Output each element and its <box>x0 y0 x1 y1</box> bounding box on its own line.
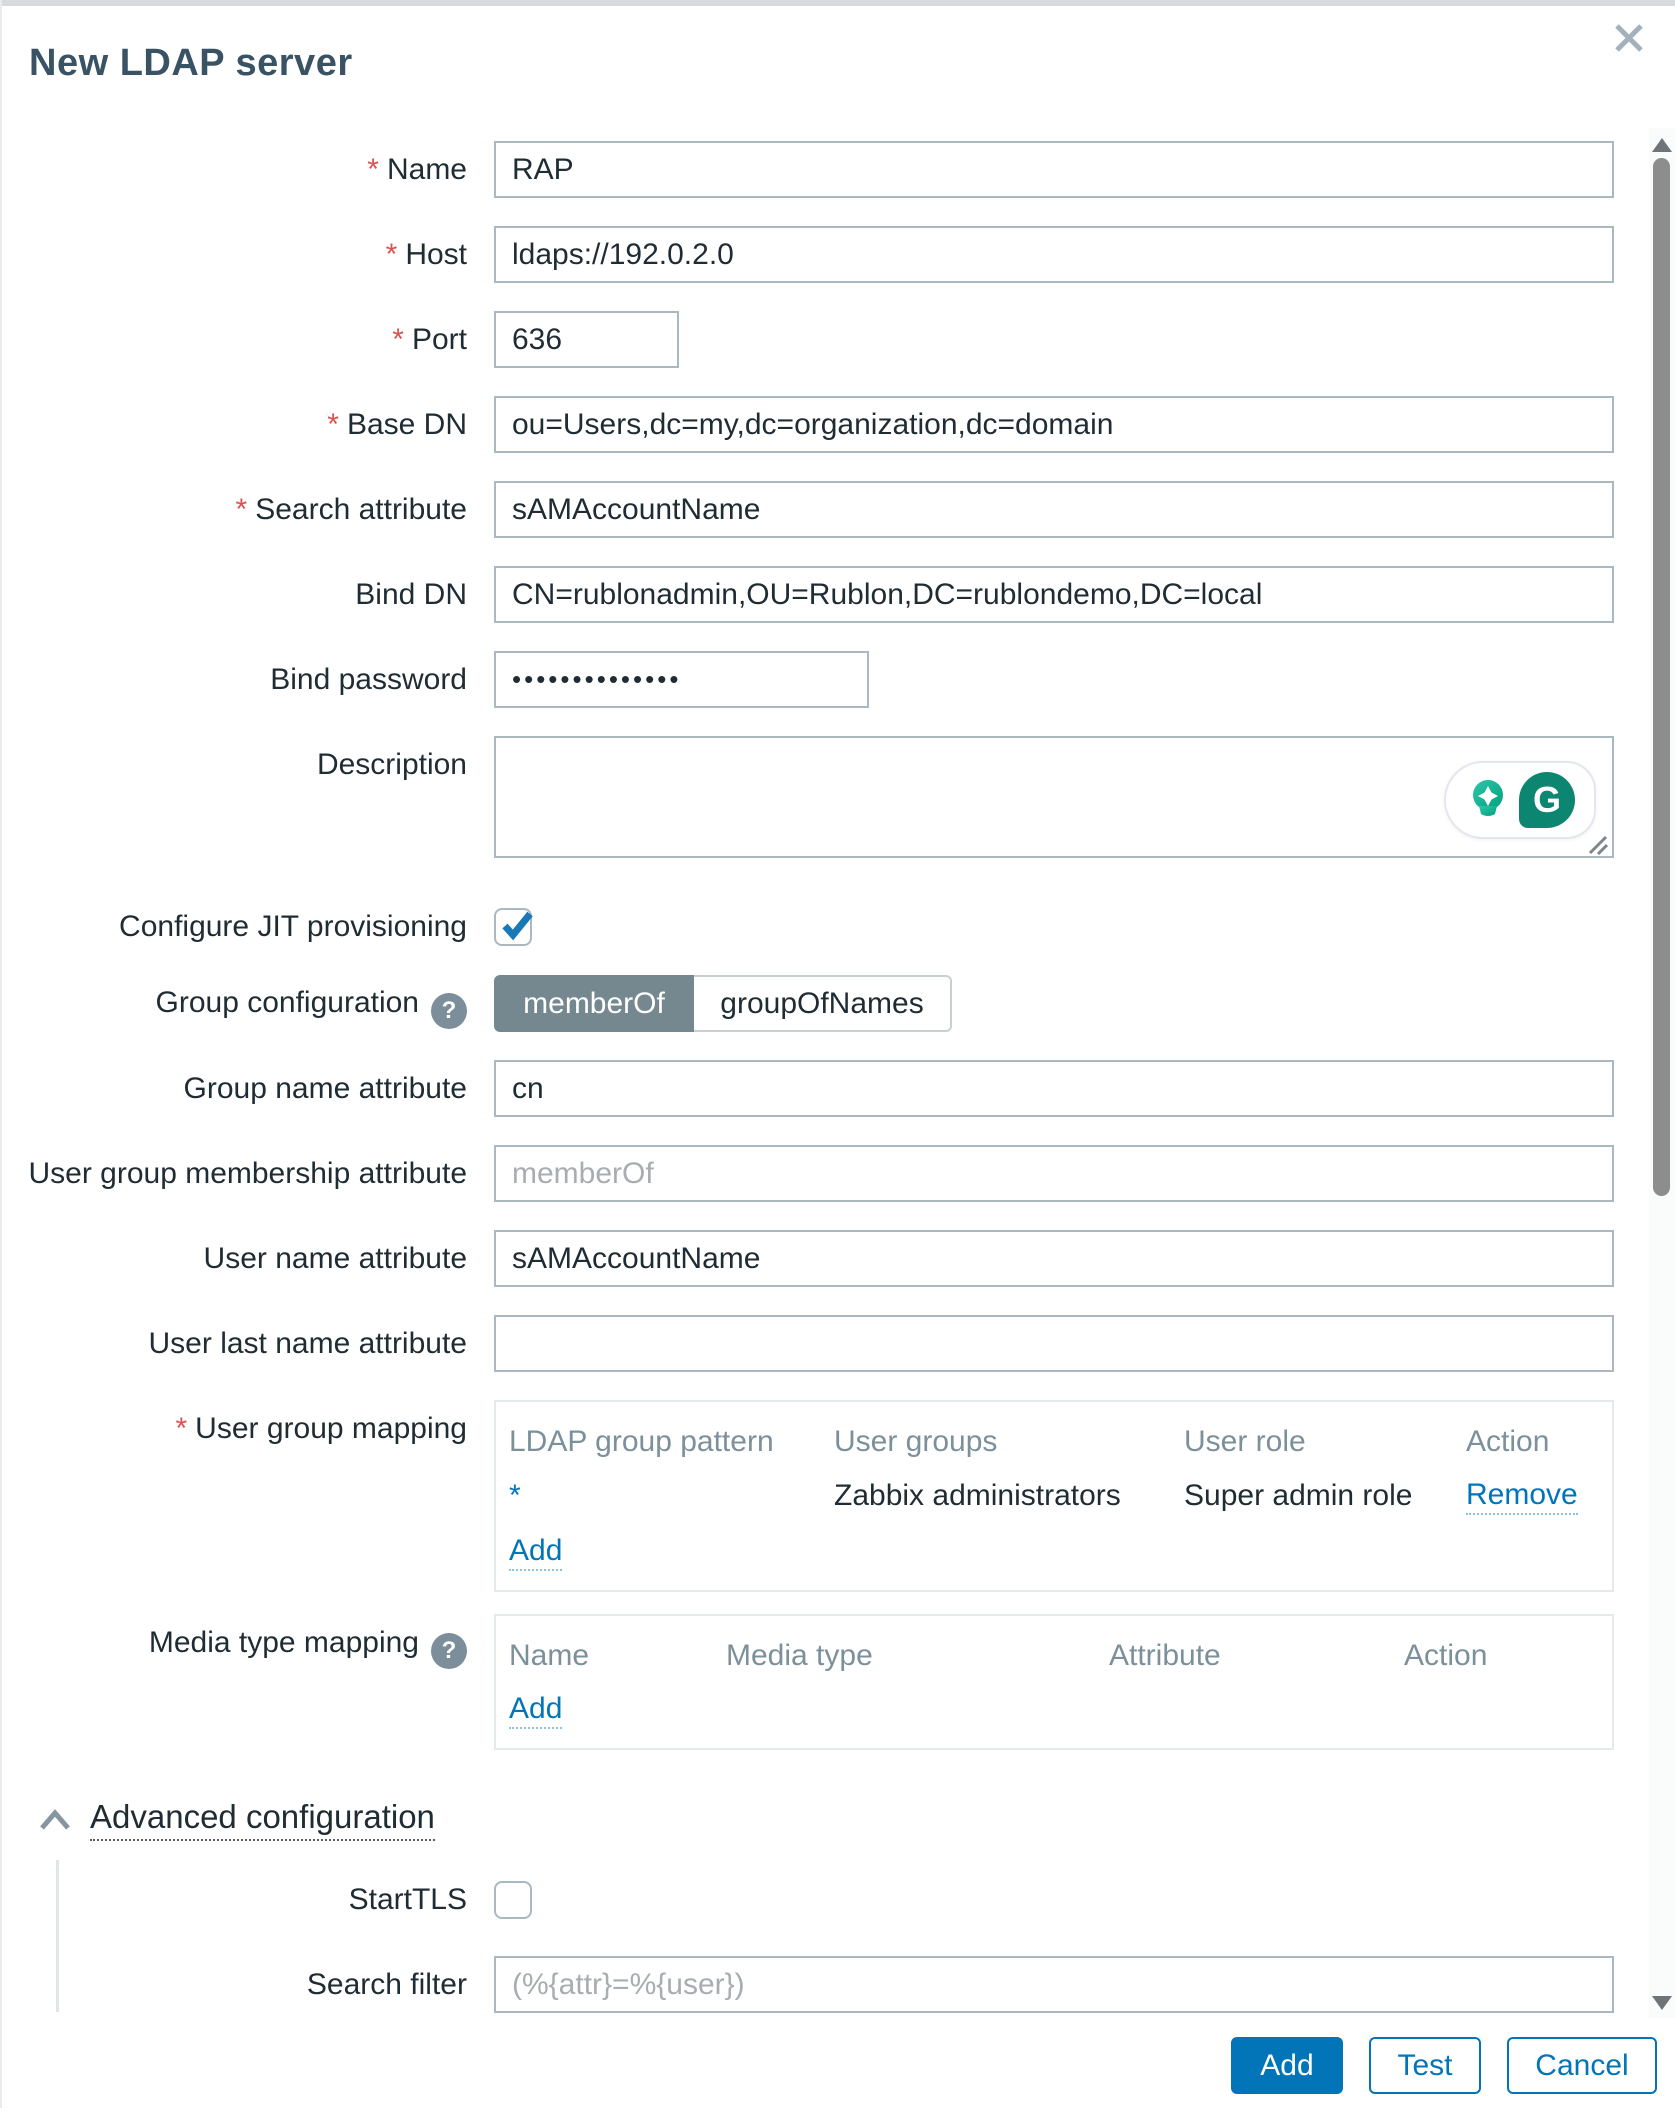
column-header: Action <box>1404 1639 1488 1672</box>
cancel-button[interactable]: Cancel <box>1507 2037 1657 2094</box>
description-row <box>2 736 1675 863</box>
user-name-attribute-row <box>2 1230 1675 1287</box>
group-name-attribute-label: Group name attribute <box>183 1071 467 1105</box>
required-marker: * <box>327 407 339 441</box>
help-icon[interactable]: ? <box>431 1633 467 1669</box>
ldap-group-pattern-link[interactable]: * <box>509 1479 521 1512</box>
add-button[interactable]: Add <box>1231 2037 1343 2094</box>
advanced-configuration-section <box>2 1798 1675 2013</box>
base-dn-row <box>2 396 1675 453</box>
user-last-name-attribute-row <box>2 1315 1675 1372</box>
starttls-checkbox[interactable] <box>494 1881 532 1919</box>
media-type-mapping-table <box>494 1614 1614 1750</box>
media-type-mapping-header-row <box>496 1630 1612 1682</box>
user-group-membership-attribute-input[interactable] <box>494 1145 1614 1202</box>
user-group-mapping-row <box>2 1400 1675 1592</box>
user-name-attribute-label: User name attribute <box>203 1241 467 1275</box>
group-configuration-toggle <box>494 975 952 1032</box>
scrollbar-up-arrow[interactable] <box>1652 138 1672 152</box>
column-header: LDAP group pattern <box>509 1425 774 1458</box>
host-label: * Host <box>385 237 467 271</box>
starttls-row <box>2 1871 1675 1928</box>
user-last-name-attribute-label: User last name attribute <box>148 1326 467 1360</box>
configure-jit-row <box>2 907 1675 947</box>
ldap-server-form <box>2 141 1675 2094</box>
required-marker: * <box>175 1412 188 1445</box>
base-dn-input[interactable] <box>494 396 1614 453</box>
bind-password-label: Bind password <box>270 662 467 696</box>
user-group-mapping-data-row <box>496 1468 1612 1524</box>
name-label: * Name <box>367 152 467 186</box>
textarea-resize-handle[interactable] <box>1584 831 1608 855</box>
bind-dn-input[interactable] <box>494 566 1614 623</box>
required-marker: * <box>385 237 398 271</box>
column-header: Attribute <box>1109 1639 1221 1672</box>
vertical-scrollbar <box>1649 128 1675 2018</box>
user-groups-cell: Zabbix administrators <box>834 1479 1121 1512</box>
check-icon <box>499 908 535 944</box>
group-configuration-label: Group configuration ? <box>2 984 467 1023</box>
group-name-attribute-row <box>2 1060 1675 1117</box>
bind-password-input[interactable] <box>494 651 869 708</box>
user-group-membership-attribute-label: User group membership attribute <box>28 1156 467 1190</box>
base-dn-label: * Base DN <box>327 407 467 441</box>
search-filter-row <box>2 1956 1675 2013</box>
search-filter-label: Search filter <box>306 1967 467 2001</box>
user-name-attribute-input[interactable] <box>494 1230 1614 1287</box>
name-row <box>2 141 1675 198</box>
grammarly-g-icon[interactable]: G <box>1519 772 1575 828</box>
starttls-label: StartTLS <box>348 1882 467 1916</box>
required-marker: * <box>392 322 404 356</box>
user-role-cell: Super admin role <box>1184 1479 1413 1512</box>
grammarly-bulb-icon[interactable] <box>1465 777 1511 823</box>
port-row <box>2 311 1675 368</box>
toggle-option-groupofnames[interactable]: groupOfNames <box>694 975 952 1032</box>
column-header: Media type <box>726 1639 873 1672</box>
close-icon <box>1612 21 1646 55</box>
dialog-title: New LDAP server <box>29 42 353 84</box>
search-attribute-label: * Search attribute <box>235 492 467 526</box>
advanced-configuration-label: Advanced configuration <box>90 1798 435 1841</box>
user-group-mapping-label: * User group mapping <box>175 1412 467 1445</box>
advanced-configuration-toggle[interactable] <box>38 1798 1675 1841</box>
host-row <box>2 226 1675 283</box>
column-header: Name <box>509 1639 590 1672</box>
bind-password-row <box>2 651 1675 708</box>
grammarly-widget[interactable] <box>1444 761 1596 839</box>
bind-dn-label: Bind DN <box>355 577 467 611</box>
add-user-group-mapping-link[interactable]: Add <box>509 1533 562 1571</box>
group-configuration-row <box>2 975 1675 1032</box>
search-filter-input[interactable] <box>494 1956 1614 2013</box>
chevron-up-icon <box>38 1809 72 1831</box>
media-type-mapping-label: Media type mapping ? <box>2 1614 467 1663</box>
section-guide-line <box>56 1860 59 2012</box>
user-group-mapping-table <box>494 1400 1614 1592</box>
user-last-name-attribute-input[interactable] <box>494 1315 1614 1372</box>
column-header: User groups <box>834 1425 998 1458</box>
port-input[interactable] <box>494 311 679 368</box>
configure-jit-checkbox[interactable] <box>494 908 532 946</box>
group-name-attribute-input[interactable] <box>494 1060 1614 1117</box>
test-button[interactable]: Test <box>1369 2037 1481 2094</box>
configure-jit-label: Configure JIT provisioning <box>119 910 467 943</box>
search-attribute-row <box>2 481 1675 538</box>
host-input[interactable] <box>494 226 1614 283</box>
port-label: * Port <box>392 322 467 356</box>
column-header: Action <box>1466 1425 1550 1458</box>
dialog-footer <box>2 2037 1675 2094</box>
user-group-mapping-header-row <box>496 1416 1612 1468</box>
required-marker: * <box>235 492 248 526</box>
user-group-membership-attribute-row <box>2 1145 1675 1202</box>
description-label: Description <box>316 748 467 781</box>
remove-link[interactable]: Remove <box>1466 1477 1578 1515</box>
media-type-mapping-row <box>2 1614 1675 1750</box>
name-input[interactable] <box>494 141 1614 198</box>
required-marker: * <box>367 152 379 186</box>
search-attribute-input[interactable] <box>494 481 1614 538</box>
help-icon[interactable]: ? <box>431 993 467 1029</box>
bind-dn-row <box>2 566 1675 623</box>
scrollbar-thumb[interactable] <box>1653 158 1670 1196</box>
new-ldap-server-dialog <box>2 6 1675 2094</box>
scrollbar-down-arrow[interactable] <box>1652 1996 1672 2010</box>
add-media-type-mapping-link[interactable]: Add <box>509 1691 562 1729</box>
toggle-option-memberof[interactable]: memberOf <box>494 975 694 1032</box>
column-header: User role <box>1184 1425 1306 1458</box>
close-button[interactable] <box>1607 16 1651 60</box>
